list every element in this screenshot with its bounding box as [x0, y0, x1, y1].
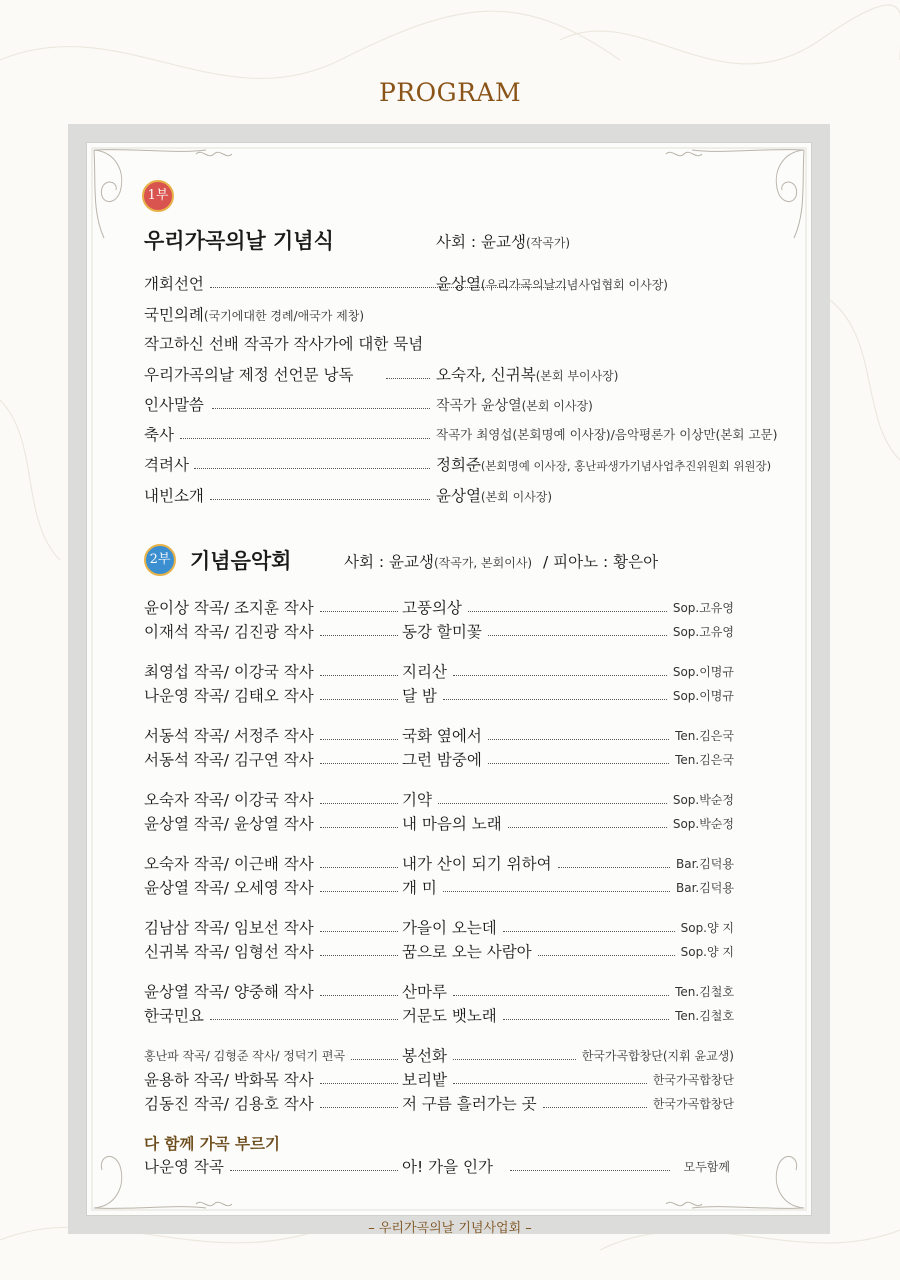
leader-dots	[488, 739, 669, 740]
song-title: 내 마음의 노래	[402, 815, 502, 833]
leader-dots	[320, 803, 398, 804]
list-item	[144, 333, 744, 355]
song-performer: 한국가곡합창단	[652, 1097, 734, 1111]
list-item	[144, 485, 744, 507]
song-composer: 김남삼 작곡/ 임보선 작사	[144, 919, 314, 937]
list-item	[144, 394, 744, 416]
leader-dots	[320, 699, 398, 700]
part2-host-label: 사회 : 윤교생	[344, 553, 434, 571]
leader-dots	[320, 931, 398, 932]
part1-host	[436, 230, 570, 252]
song-row	[144, 813, 734, 835]
song-composer: 최영섭 작곡/ 이강국 작사	[144, 663, 314, 681]
leader-dots	[508, 827, 667, 828]
together-performer: 모두함께	[683, 1160, 730, 1174]
song-row	[144, 853, 734, 875]
song-title: 산마루	[402, 983, 447, 1001]
item-name: 개회선언	[144, 275, 204, 293]
song-composer: 서동석 작곡/ 김구연 작사	[144, 751, 314, 769]
part2-heading: 기념음악회	[190, 549, 292, 573]
leader-dots	[320, 635, 398, 636]
song-performer: Sop.양 지	[680, 921, 734, 935]
item-name: 우리가곡의날 제정 선언문 낭독	[144, 366, 354, 384]
leader-dots	[453, 1083, 647, 1084]
song-composer: 홍난파 작곡/ 김형준 작사/ 정덕기 편곡	[144, 1049, 346, 1063]
song-title: 보리밭	[402, 1071, 447, 1089]
leader-dots	[543, 1107, 647, 1108]
leader-dots	[488, 635, 667, 636]
song-title: 고풍의상	[402, 599, 462, 617]
song-title: 그런 밤중에	[402, 751, 482, 769]
leader-dots	[443, 891, 670, 892]
song-performer: 한국가곡합창단	[652, 1073, 734, 1087]
item-person: 작곡가 최영섭(본회명예 이사장)/음악평론가 이상만(본회 고문)	[436, 427, 778, 442]
song-performer: Sop.이명규	[672, 665, 734, 679]
together-composer: 나운영 작곡	[144, 1158, 224, 1176]
song-row	[144, 621, 734, 643]
song-row	[144, 1005, 734, 1027]
song-row	[144, 685, 734, 707]
item-person: 정희준(본회명예 이사장, 홍난파생가기념사업추진위원회 위원장)	[436, 456, 772, 474]
song-performer: Sop.고유영	[672, 625, 734, 639]
leader-dots	[488, 763, 669, 764]
part1-heading: 우리가곡의날 기념식	[144, 229, 334, 253]
leader-dots	[453, 1059, 576, 1060]
leader-dots	[320, 995, 398, 996]
song-composer: 윤이상 작곡/ 조지훈 작사	[144, 599, 314, 617]
item-person: 오숙자, 신귀복(본회 부이사장)	[436, 366, 619, 384]
song-performer: Sop.박순정	[672, 817, 734, 831]
song-title: 거문도 뱃노래	[402, 1007, 497, 1025]
song-composer: 이재석 작곡/ 김진광 작사	[144, 623, 314, 641]
song-performer: Ten.김은국	[675, 729, 734, 743]
list-item	[144, 454, 784, 476]
item-name: 작고하신 선배 작곡가 작사가에 대한 묵념	[144, 335, 424, 353]
song-title: 지리산	[402, 663, 447, 681]
leader-dots	[453, 675, 667, 676]
song-title: 기약	[402, 791, 432, 809]
song-row	[144, 725, 734, 747]
song-title: 달 밤	[402, 687, 437, 705]
song-row	[144, 597, 734, 619]
leader-dots	[558, 867, 670, 868]
leader-dots	[320, 675, 398, 676]
item-person: 작곡가 윤상열(본회 이사장)	[436, 398, 593, 414]
leader-dots	[351, 1059, 398, 1060]
leader-dots	[320, 763, 398, 764]
song-performer: Sop.고유영	[672, 601, 734, 615]
leader-dots	[503, 1019, 669, 1020]
item-name: 격려사	[144, 456, 189, 474]
leader-dots	[453, 995, 669, 996]
part2-badge: 2부	[144, 544, 176, 576]
song-composer: 오숙자 작곡/ 이강국 작사	[144, 791, 314, 809]
song-row	[144, 981, 734, 1003]
song-performer: Bar.김덕용	[675, 857, 734, 871]
song-performer: Sop.양 지	[680, 945, 734, 959]
leader-dots	[210, 1019, 398, 1020]
leader-dots	[320, 955, 398, 956]
part2-host	[344, 550, 658, 572]
leader-dots	[538, 955, 675, 956]
leader-dots	[194, 468, 430, 469]
song-row	[144, 1093, 734, 1115]
part1-host-label: 사회 : 윤교생	[436, 233, 526, 251]
song-title: 내가 산이 되기 위하여	[402, 855, 552, 873]
leader-dots	[468, 611, 667, 612]
part1-host-note: (작곡가)	[525, 236, 571, 250]
leader-dots	[503, 931, 675, 932]
leader-dots	[320, 739, 398, 740]
song-row	[144, 749, 734, 771]
leader-dots	[180, 438, 430, 439]
part2-pianist: / 피아노 : 황은아	[543, 553, 659, 571]
song-performer: Ten.김은국	[675, 753, 734, 767]
song-composer: 오숙자 작곡/ 이근배 작사	[144, 855, 314, 873]
leader-dots	[320, 827, 398, 828]
leader-dots	[438, 803, 667, 804]
item-name: 국민의례(국기에대한 경례/애국가 제창)	[144, 306, 365, 324]
song-title: 저 구름 흘러가는 곳	[402, 1095, 537, 1113]
together-heading: 다 함께 가곡 부르기	[144, 1135, 280, 1153]
item-name: 인사말씀	[144, 396, 204, 414]
song-title: 가을이 오는데	[402, 919, 497, 937]
song-composer: 김동진 작곡/ 김용호 작사	[144, 1095, 314, 1113]
together-row	[144, 1156, 734, 1178]
leader-dots	[212, 408, 430, 409]
item-person: 윤상열(우리가곡의날기념사업협회 이사장)	[436, 275, 668, 293]
song-row	[144, 941, 734, 963]
song-row	[144, 789, 734, 811]
song-composer: 윤용하 작곡/ 박화목 작사	[144, 1071, 314, 1089]
song-row	[144, 877, 734, 899]
song-composer: 윤상열 작곡/ 윤상열 작사	[144, 815, 314, 833]
song-composer: 한국민요	[144, 1007, 204, 1025]
part1-badge: 1부	[142, 180, 174, 212]
item-person: 윤상열(본회 이사장)	[436, 487, 553, 505]
song-title: 봉선화	[402, 1047, 447, 1065]
list-item	[144, 364, 744, 386]
leader-dots	[230, 1170, 398, 1171]
song-row	[144, 1045, 734, 1067]
leader-dots	[510, 1170, 670, 1171]
leader-dots	[210, 499, 430, 500]
song-performer: 한국가곡합창단(지휘 윤교생)	[581, 1049, 734, 1063]
song-composer: 나운영 작곡/ 김태오 작사	[144, 687, 314, 705]
song-performer: Ten.김철호	[675, 985, 734, 999]
song-performer: Sop.이명규	[672, 689, 734, 703]
song-title: 개 미	[402, 879, 437, 897]
leader-dots	[320, 1107, 398, 1108]
song-row	[144, 917, 734, 939]
part2-host-note: (작곡가, 본회이사)	[433, 556, 533, 570]
footer: – 우리가곡의날 기념사업회 –	[368, 1221, 532, 1236]
song-composer: 서동석 작곡/ 서정주 작사	[144, 727, 314, 745]
leader-dots	[320, 891, 398, 892]
song-performer: Ten.김철호	[675, 1009, 734, 1023]
leader-dots	[320, 867, 398, 868]
leader-dots	[320, 1083, 398, 1084]
together-song: 아! 가을 인가	[402, 1158, 493, 1176]
list-item	[144, 304, 744, 326]
list-item	[144, 273, 744, 295]
song-composer: 윤상열 작곡/ 오세영 작사	[144, 879, 314, 897]
leader-dots	[320, 611, 398, 612]
song-composer: 윤상열 작곡/ 양중해 작사	[144, 983, 314, 1001]
song-title: 국화 옆에서	[402, 727, 482, 745]
song-performer: Bar.김덕용	[675, 881, 734, 895]
leader-dots	[443, 699, 667, 700]
song-title: 동강 할미꽃	[402, 623, 482, 641]
page-title: PROGRAM	[378, 78, 522, 107]
song-title: 꿈으로 오는 사람아	[402, 943, 532, 961]
song-performer: Sop.박순정	[672, 793, 734, 807]
list-item	[144, 424, 784, 446]
song-row	[144, 1069, 734, 1091]
item-name: 축사	[144, 426, 174, 444]
item-name: 내빈소개	[144, 487, 204, 505]
song-row	[144, 661, 734, 683]
leader-dots	[386, 378, 430, 379]
song-composer: 신귀복 작곡/ 임형선 작사	[144, 943, 314, 961]
